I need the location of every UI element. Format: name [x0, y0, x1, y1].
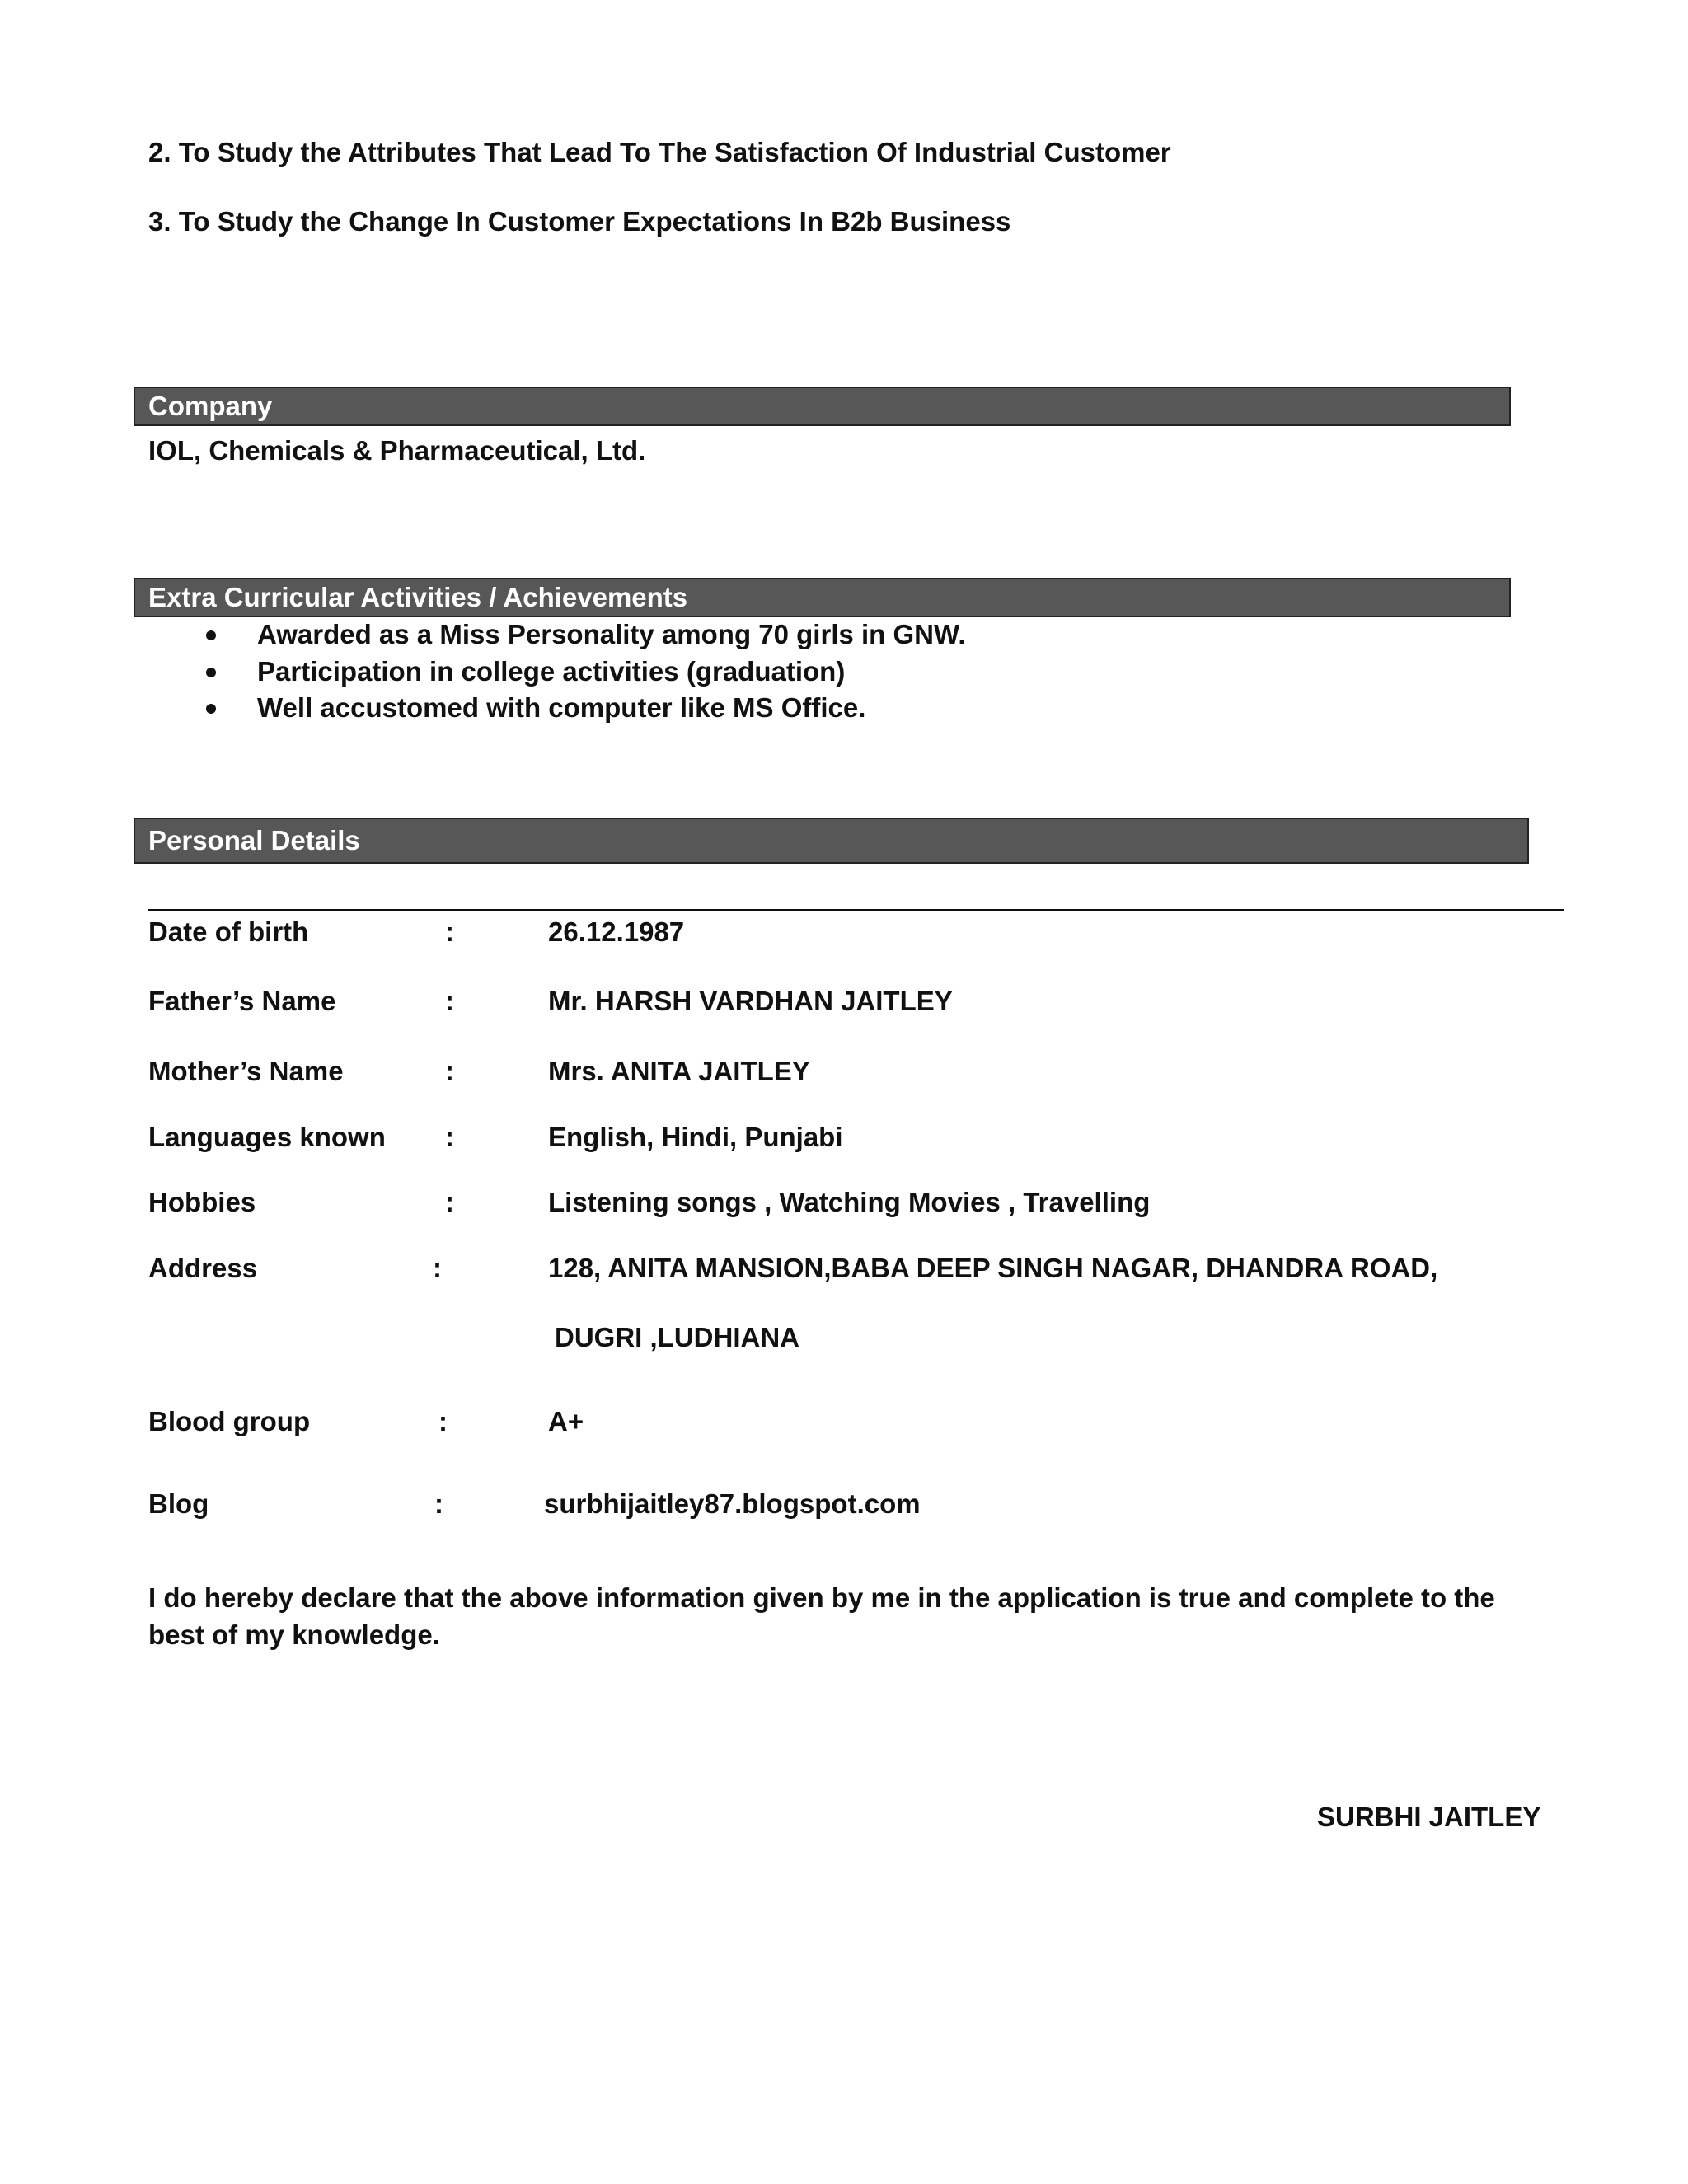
detail-separator: :: [445, 1187, 454, 1217]
detail-label-blood-group: Blood group: [148, 1406, 311, 1436]
declaration-text: I do hereby declare that the above information given by me in the application is true and complete to the best of my knowledge.: [148, 1582, 1495, 1650]
detail-label-dob: Date of birth: [148, 916, 309, 947]
company-name: IOL, Chemicals & Pharmaceutical, Ltd.: [148, 435, 646, 466]
detail-value-blog: surbhijaitley87.blogspot.com: [544, 1488, 921, 1519]
detail-separator: :: [445, 916, 454, 947]
bullet-icon: [206, 630, 216, 640]
achievement-text: Awarded as a Miss Personality among 70 girls in GNW.: [257, 619, 966, 649]
achievement-text: Well accustomed with computer like MS Office.: [257, 692, 866, 723]
signature-name: SURBHI JAITLEY: [1317, 1802, 1541, 1832]
detail-value-father: Mr. HARSH VARDHAN JAITLEY: [548, 986, 953, 1016]
detail-label-blog: Blog: [148, 1488, 209, 1519]
detail-value-address: 128, ANITA MANSION,BABA DEEP SINGH NAGAR, DHANDRA ROAD,: [548, 1253, 1438, 1283]
detail-separator: :: [434, 1488, 443, 1519]
detail-value-hobbies: Listening songs , Watching Movies , Travelling: [548, 1187, 1151, 1217]
section-heading-personal-details: Personal Details: [134, 818, 1529, 864]
bullet-icon: [206, 704, 216, 714]
detail-value-dob: 26.12.1987: [548, 916, 685, 947]
divider-line: [148, 909, 1564, 911]
detail-value-languages: English, Hindi, Punjabi: [548, 1122, 843, 1152]
detail-value-mother: Mrs. ANITA JAITLEY: [548, 1056, 810, 1086]
achievement-text: Participation in college activities (graduation): [257, 655, 846, 687]
detail-separator: :: [445, 1056, 454, 1086]
detail-value-address-line2: DUGRI ,LUDHIANA: [555, 1322, 799, 1352]
list-item: [206, 654, 966, 691]
detail-separator: :: [445, 986, 454, 1016]
bullet-icon: [206, 668, 216, 677]
achievements-list: [206, 616, 966, 727]
detail-label-hobbies: Hobbies: [148, 1187, 256, 1217]
detail-separator: :: [433, 1253, 442, 1283]
detail-label-address: Address: [148, 1253, 258, 1283]
detail-label-languages: Languages known: [148, 1122, 386, 1152]
list-item: [206, 616, 966, 654]
detail-separator: :: [445, 1122, 454, 1152]
detail-separator: :: [438, 1406, 448, 1436]
objective-item: 2. To Study the Attributes That Lead To The Satisfaction Of Industrial Customer: [148, 137, 1171, 167]
section-heading-extra-curricular: Extra Curricular Activities / Achievements: [134, 578, 1511, 617]
detail-value-blood-group: A+: [548, 1406, 584, 1436]
objective-item: 3. To Study the Change In Customer Expectations In B2b Business: [148, 206, 1011, 237]
section-heading-company: Company: [134, 387, 1511, 426]
list-item: [206, 690, 966, 727]
detail-label-father: Father’s Name: [148, 986, 336, 1016]
detail-label-mother: Mother’s Name: [148, 1056, 344, 1086]
